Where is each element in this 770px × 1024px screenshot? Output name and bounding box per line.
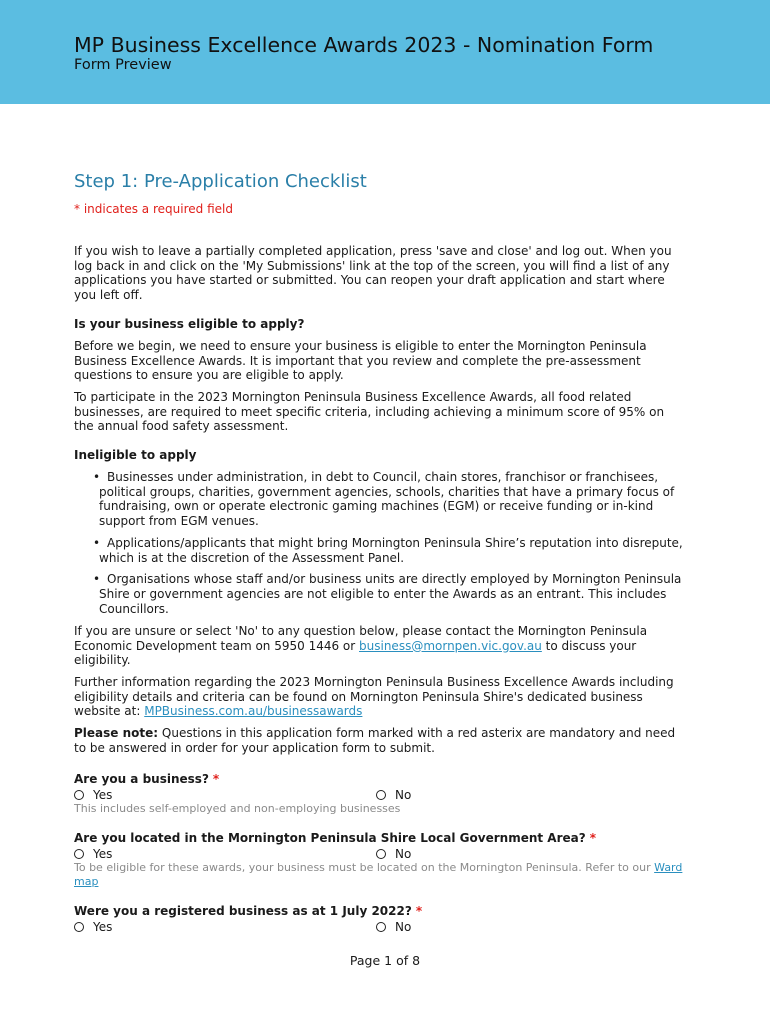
bullet-icon: •: [93, 470, 101, 484]
required-asterisk: *: [415, 904, 423, 918]
radio-circle-icon[interactable]: [376, 790, 386, 800]
question-hint: To be eligible for these awards, your business must be located on the Mornington Peninsula. Refer to our Ward map: [74, 861, 683, 888]
radio-no[interactable]: No: [376, 920, 411, 934]
list-item: • Businesses under administration, in debt to Council, chain stores, franchisor or franchisees, political groups, charities, government agencies, schools, charities that have a primary focus of fundraising, own or operate electronic gaming machines (EGM) or receive funding or in-kind support from EGM venues.: [93, 470, 675, 529]
food-criteria-paragraph: To participate in the 2023 Mornington Peninsula Business Excellence Awards, all food related businesses, are required to meet specific criteria, including achieving a minimum score of 95% on the annual food safety assessment.: [74, 390, 665, 434]
radio-no[interactable]: No: [376, 788, 411, 802]
radio-circle-icon[interactable]: [376, 922, 386, 932]
contact-paragraph: If you are unsure or select 'No' to any question below, please contact the Mornington Peninsula Economic Development team on 5950 1446 or business@mornpen.vic.gov.au to discuss your eligibility.: [74, 624, 648, 668]
ineligible-list: [74, 470, 684, 623]
intro-paragraph: If you wish to leave a partially completed application, press 'save and close' and log out. When you log back in and click on the 'My Submissions' link at the top of the screen, you will find a list of any applications you have started or submitted. You can reopen your draft application and start where you left off.: [74, 244, 672, 303]
ineligible-heading: Ineligible to apply: [74, 448, 197, 462]
email-link[interactable]: business@mornpen.vic.gov.au: [359, 638, 542, 653]
radio-circle-icon[interactable]: [74, 849, 84, 859]
page-number: Page 1 of 8: [349, 953, 421, 968]
form-title: MP Business Excellence Awards 2023 - Nomination Form: [74, 33, 654, 57]
form-header: [0, 0, 770, 104]
further-info-paragraph: Further information regarding the 2023 Mornington Peninsula Business Excellence Awards including eligibility details and criteria can be found on Mornington Peninsula Shire's dedicated business website at: MPBusiness.com.au/businessawards: [74, 675, 674, 719]
radio-circle-icon[interactable]: [376, 849, 386, 859]
form-subtitle: Form Preview: [74, 57, 172, 73]
radio-group-registered: [74, 920, 694, 936]
required-asterisk: *: [589, 831, 596, 845]
question-is-business: Are you a business? *: [74, 772, 220, 786]
radio-yes[interactable]: Yes: [74, 847, 112, 861]
required-asterisk: *: [212, 772, 220, 786]
required-field-note: * indicates a required field: [74, 202, 233, 216]
question-hint: This includes self-employed and non-employing businesses: [74, 802, 401, 815]
step-title: Step 1: Pre-Application Checklist: [74, 171, 367, 192]
radio-yes[interactable]: Yes: [74, 788, 112, 802]
bullet-icon: •: [93, 572, 101, 587]
business-website-link[interactable]: MPBusiness.com.au/businessawards: [144, 704, 363, 719]
list-item: • Organisations whose staff and/or business units are directly employed by Mornington Peninsula Shire or government agencies are not eligible to enter the Awards as an entrant. This includes Councillors.: [93, 572, 682, 616]
list-item: • Applications/applicants that might bring Mornington Peninsula Shire’s reputation into disrepute, which is at the discretion of the Assessment Panel.: [93, 535, 683, 565]
ward-map-link[interactable]: Ward map: [74, 861, 683, 888]
radio-no[interactable]: No: [376, 847, 411, 861]
question-located-in-shire: Are you located in the Mornington Peninsula Shire Local Government Area? *: [74, 831, 596, 845]
bullet-icon: •: [93, 535, 101, 550]
please-note-paragraph: Please note: Questions in this application form marked with a red asterix are mandatory and need to be answered in order for your application form to submit.: [74, 726, 676, 755]
eligibility-paragraph: Before we begin, we need to ensure your business is eligible to enter the Mornington Peninsula Business Excellence Awards. It is important that you review and complete the pre-assessment questions to ensure you are eligible to apply.: [74, 339, 647, 383]
radio-circle-icon[interactable]: [74, 790, 84, 800]
question-registered-business: Were you a registered business as at 1 July 2022? *: [74, 904, 423, 918]
eligibility-heading: Is your business eligible to apply?: [74, 317, 305, 331]
radio-yes[interactable]: Yes: [74, 920, 112, 934]
radio-circle-icon[interactable]: [74, 922, 84, 932]
